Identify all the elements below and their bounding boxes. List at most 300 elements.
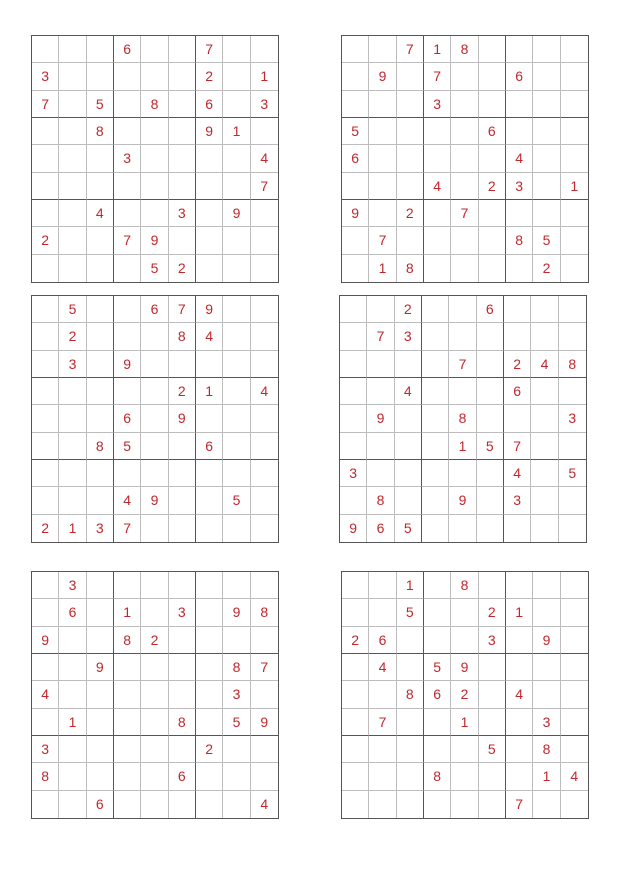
empty-cell[interactable]: [196, 487, 223, 514]
empty-cell[interactable]: [422, 433, 449, 460]
given-digit-cell[interactable]: 6: [424, 681, 451, 708]
empty-cell[interactable]: [561, 709, 588, 736]
empty-cell[interactable]: [32, 351, 59, 378]
empty-cell[interactable]: [340, 351, 367, 378]
empty-cell[interactable]: [424, 118, 451, 145]
given-digit-cell[interactable]: 8: [169, 323, 196, 350]
given-digit-cell[interactable]: 4: [504, 460, 531, 487]
given-digit-cell[interactable]: 9: [340, 515, 367, 542]
empty-cell[interactable]: [451, 63, 478, 90]
given-digit-cell[interactable]: 3: [559, 405, 586, 432]
empty-cell[interactable]: [395, 487, 422, 514]
empty-cell[interactable]: [169, 145, 196, 172]
empty-cell[interactable]: [342, 763, 369, 790]
empty-cell[interactable]: [87, 323, 114, 350]
empty-cell[interactable]: [114, 572, 141, 599]
given-digit-cell[interactable]: 2: [32, 515, 59, 542]
given-digit-cell[interactable]: 5: [59, 296, 86, 323]
given-digit-cell[interactable]: 3: [340, 460, 367, 487]
empty-cell[interactable]: [223, 351, 250, 378]
given-digit-cell[interactable]: 5: [533, 227, 560, 254]
empty-cell[interactable]: [477, 323, 504, 350]
empty-cell[interactable]: [504, 405, 531, 432]
given-digit-cell[interactable]: 9: [449, 487, 476, 514]
empty-cell[interactable]: [533, 63, 560, 90]
given-digit-cell[interactable]: 1: [424, 36, 451, 63]
given-digit-cell[interactable]: 2: [479, 173, 506, 200]
given-digit-cell[interactable]: 2: [32, 227, 59, 254]
empty-cell[interactable]: [32, 36, 59, 63]
empty-cell[interactable]: [141, 118, 168, 145]
empty-cell[interactable]: [87, 255, 114, 282]
given-digit-cell[interactable]: 6: [196, 91, 223, 118]
given-digit-cell[interactable]: 6: [196, 433, 223, 460]
empty-cell[interactable]: [561, 654, 588, 681]
given-digit-cell[interactable]: 8: [451, 572, 478, 599]
given-digit-cell[interactable]: 3: [87, 515, 114, 542]
empty-cell[interactable]: [251, 763, 278, 790]
empty-cell[interactable]: [114, 296, 141, 323]
empty-cell[interactable]: [114, 173, 141, 200]
empty-cell[interactable]: [342, 227, 369, 254]
empty-cell[interactable]: [506, 736, 533, 763]
empty-cell[interactable]: [32, 118, 59, 145]
empty-cell[interactable]: [367, 378, 394, 405]
empty-cell[interactable]: [424, 791, 451, 818]
given-digit-cell[interactable]: 8: [424, 763, 451, 790]
empty-cell[interactable]: [424, 599, 451, 626]
empty-cell[interactable]: [506, 709, 533, 736]
empty-cell[interactable]: [479, 791, 506, 818]
empty-cell[interactable]: [32, 433, 59, 460]
empty-cell[interactable]: [32, 487, 59, 514]
empty-cell[interactable]: [32, 200, 59, 227]
empty-cell[interactable]: [451, 145, 478, 172]
empty-cell[interactable]: [223, 323, 250, 350]
empty-cell[interactable]: [342, 36, 369, 63]
empty-cell[interactable]: [451, 173, 478, 200]
empty-cell[interactable]: [424, 255, 451, 282]
empty-cell[interactable]: [422, 351, 449, 378]
given-digit-cell[interactable]: 8: [367, 487, 394, 514]
empty-cell[interactable]: [169, 63, 196, 90]
empty-cell[interactable]: [561, 118, 588, 145]
given-digit-cell[interactable]: 8: [141, 91, 168, 118]
empty-cell[interactable]: [504, 515, 531, 542]
empty-cell[interactable]: [342, 681, 369, 708]
given-digit-cell[interactable]: 3: [504, 487, 531, 514]
empty-cell[interactable]: [340, 433, 367, 460]
empty-cell[interactable]: [59, 118, 86, 145]
empty-cell[interactable]: [506, 572, 533, 599]
empty-cell[interactable]: [531, 378, 558, 405]
empty-cell[interactable]: [424, 200, 451, 227]
empty-cell[interactable]: [32, 323, 59, 350]
empty-cell[interactable]: [533, 654, 560, 681]
empty-cell[interactable]: [533, 681, 560, 708]
given-digit-cell[interactable]: 9: [32, 627, 59, 654]
empty-cell[interactable]: [342, 709, 369, 736]
empty-cell[interactable]: [561, 227, 588, 254]
empty-cell[interactable]: [367, 351, 394, 378]
empty-cell[interactable]: [561, 599, 588, 626]
empty-cell[interactable]: [531, 296, 558, 323]
empty-cell[interactable]: [223, 791, 250, 818]
empty-cell[interactable]: [561, 791, 588, 818]
empty-cell[interactable]: [395, 351, 422, 378]
given-digit-cell[interactable]: 7: [424, 63, 451, 90]
empty-cell[interactable]: [223, 36, 250, 63]
empty-cell[interactable]: [251, 515, 278, 542]
empty-cell[interactable]: [141, 173, 168, 200]
empty-cell[interactable]: [223, 173, 250, 200]
given-digit-cell[interactable]: 7: [451, 200, 478, 227]
empty-cell[interactable]: [397, 654, 424, 681]
empty-cell[interactable]: [87, 173, 114, 200]
empty-cell[interactable]: [169, 736, 196, 763]
empty-cell[interactable]: [397, 227, 424, 254]
empty-cell[interactable]: [87, 681, 114, 708]
empty-cell[interactable]: [397, 736, 424, 763]
empty-cell[interactable]: [114, 763, 141, 790]
empty-cell[interactable]: [32, 173, 59, 200]
empty-cell[interactable]: [342, 599, 369, 626]
given-digit-cell[interactable]: 8: [397, 681, 424, 708]
given-digit-cell[interactable]: 1: [533, 763, 560, 790]
given-digit-cell[interactable]: 7: [369, 227, 396, 254]
given-digit-cell[interactable]: 3: [533, 709, 560, 736]
empty-cell[interactable]: [561, 736, 588, 763]
empty-cell[interactable]: [397, 709, 424, 736]
given-digit-cell[interactable]: 7: [397, 36, 424, 63]
given-digit-cell[interactable]: 9: [141, 487, 168, 514]
empty-cell[interactable]: [59, 460, 86, 487]
given-digit-cell[interactable]: 3: [479, 627, 506, 654]
empty-cell[interactable]: [32, 460, 59, 487]
given-digit-cell[interactable]: 8: [87, 118, 114, 145]
empty-cell[interactable]: [479, 572, 506, 599]
empty-cell[interactable]: [114, 460, 141, 487]
given-digit-cell[interactable]: 9: [342, 200, 369, 227]
given-digit-cell[interactable]: 4: [196, 323, 223, 350]
empty-cell[interactable]: [451, 255, 478, 282]
given-digit-cell[interactable]: 5: [223, 487, 250, 514]
empty-cell[interactable]: [141, 351, 168, 378]
given-digit-cell[interactable]: 9: [169, 405, 196, 432]
given-digit-cell[interactable]: 2: [451, 681, 478, 708]
given-digit-cell[interactable]: 5: [397, 599, 424, 626]
empty-cell[interactable]: [506, 255, 533, 282]
empty-cell[interactable]: [87, 351, 114, 378]
given-digit-cell[interactable]: 5: [559, 460, 586, 487]
given-digit-cell[interactable]: 6: [506, 63, 533, 90]
empty-cell[interactable]: [32, 145, 59, 172]
given-digit-cell[interactable]: 7: [504, 433, 531, 460]
empty-cell[interactable]: [340, 296, 367, 323]
empty-cell[interactable]: [32, 405, 59, 432]
empty-cell[interactable]: [340, 323, 367, 350]
empty-cell[interactable]: [342, 63, 369, 90]
empty-cell[interactable]: [223, 63, 250, 90]
given-digit-cell[interactable]: 6: [369, 627, 396, 654]
given-digit-cell[interactable]: 6: [87, 791, 114, 818]
empty-cell[interactable]: [559, 378, 586, 405]
empty-cell[interactable]: [32, 255, 59, 282]
empty-cell[interactable]: [196, 145, 223, 172]
empty-cell[interactable]: [59, 91, 86, 118]
empty-cell[interactable]: [397, 145, 424, 172]
given-digit-cell[interactable]: 4: [87, 200, 114, 227]
given-digit-cell[interactable]: 3: [251, 91, 278, 118]
given-digit-cell[interactable]: 5: [424, 654, 451, 681]
empty-cell[interactable]: [169, 681, 196, 708]
empty-cell[interactable]: [223, 460, 250, 487]
given-digit-cell[interactable]: 8: [533, 736, 560, 763]
empty-cell[interactable]: [196, 654, 223, 681]
given-digit-cell[interactable]: 9: [251, 709, 278, 736]
empty-cell[interactable]: [533, 572, 560, 599]
given-digit-cell[interactable]: 6: [114, 36, 141, 63]
given-digit-cell[interactable]: 9: [451, 654, 478, 681]
empty-cell[interactable]: [251, 227, 278, 254]
given-digit-cell[interactable]: 6: [479, 118, 506, 145]
given-digit-cell[interactable]: 1: [59, 709, 86, 736]
empty-cell[interactable]: [59, 681, 86, 708]
empty-cell[interactable]: [141, 200, 168, 227]
empty-cell[interactable]: [59, 63, 86, 90]
empty-cell[interactable]: [369, 791, 396, 818]
empty-cell[interactable]: [531, 487, 558, 514]
given-digit-cell[interactable]: 6: [367, 515, 394, 542]
empty-cell[interactable]: [141, 433, 168, 460]
empty-cell[interactable]: [59, 627, 86, 654]
empty-cell[interactable]: [424, 709, 451, 736]
empty-cell[interactable]: [506, 118, 533, 145]
given-digit-cell[interactable]: 3: [32, 736, 59, 763]
empty-cell[interactable]: [196, 173, 223, 200]
empty-cell[interactable]: [340, 378, 367, 405]
empty-cell[interactable]: [533, 173, 560, 200]
empty-cell[interactable]: [141, 572, 168, 599]
empty-cell[interactable]: [451, 118, 478, 145]
empty-cell[interactable]: [559, 487, 586, 514]
empty-cell[interactable]: [87, 709, 114, 736]
given-digit-cell[interactable]: 6: [59, 599, 86, 626]
empty-cell[interactable]: [251, 627, 278, 654]
empty-cell[interactable]: [196, 351, 223, 378]
given-digit-cell[interactable]: 5: [479, 736, 506, 763]
empty-cell[interactable]: [114, 681, 141, 708]
empty-cell[interactable]: [397, 791, 424, 818]
given-digit-cell[interactable]: 1: [561, 173, 588, 200]
empty-cell[interactable]: [531, 405, 558, 432]
given-digit-cell[interactable]: 4: [506, 681, 533, 708]
empty-cell[interactable]: [559, 515, 586, 542]
given-digit-cell[interactable]: 7: [506, 791, 533, 818]
empty-cell[interactable]: [479, 145, 506, 172]
given-digit-cell[interactable]: 1: [451, 709, 478, 736]
empty-cell[interactable]: [340, 487, 367, 514]
empty-cell[interactable]: [114, 323, 141, 350]
empty-cell[interactable]: [223, 378, 250, 405]
empty-cell[interactable]: [422, 378, 449, 405]
empty-cell[interactable]: [59, 378, 86, 405]
empty-cell[interactable]: [114, 654, 141, 681]
empty-cell[interactable]: [369, 173, 396, 200]
given-digit-cell[interactable]: 8: [87, 433, 114, 460]
empty-cell[interactable]: [114, 709, 141, 736]
empty-cell[interactable]: [397, 91, 424, 118]
given-digit-cell[interactable]: 5: [477, 433, 504, 460]
empty-cell[interactable]: [449, 460, 476, 487]
given-digit-cell[interactable]: 8: [449, 405, 476, 432]
empty-cell[interactable]: [479, 36, 506, 63]
empty-cell[interactable]: [223, 255, 250, 282]
empty-cell[interactable]: [561, 572, 588, 599]
empty-cell[interactable]: [397, 627, 424, 654]
empty-cell[interactable]: [342, 572, 369, 599]
empty-cell[interactable]: [196, 599, 223, 626]
given-digit-cell[interactable]: 9: [114, 351, 141, 378]
given-digit-cell[interactable]: 9: [223, 200, 250, 227]
empty-cell[interactable]: [422, 296, 449, 323]
empty-cell[interactable]: [59, 200, 86, 227]
empty-cell[interactable]: [531, 515, 558, 542]
empty-cell[interactable]: [169, 572, 196, 599]
given-digit-cell[interactable]: 7: [367, 323, 394, 350]
given-digit-cell[interactable]: 3: [169, 599, 196, 626]
empty-cell[interactable]: [141, 63, 168, 90]
empty-cell[interactable]: [559, 433, 586, 460]
given-digit-cell[interactable]: 9: [367, 405, 394, 432]
empty-cell[interactable]: [531, 323, 558, 350]
empty-cell[interactable]: [422, 405, 449, 432]
empty-cell[interactable]: [87, 405, 114, 432]
empty-cell[interactable]: [32, 378, 59, 405]
given-digit-cell[interactable]: 9: [369, 63, 396, 90]
empty-cell[interactable]: [223, 296, 250, 323]
empty-cell[interactable]: [251, 460, 278, 487]
empty-cell[interactable]: [477, 487, 504, 514]
empty-cell[interactable]: [397, 173, 424, 200]
empty-cell[interactable]: [479, 709, 506, 736]
given-digit-cell[interactable]: 3: [169, 200, 196, 227]
given-digit-cell[interactable]: 3: [424, 91, 451, 118]
empty-cell[interactable]: [369, 145, 396, 172]
given-digit-cell[interactable]: 4: [32, 681, 59, 708]
empty-cell[interactable]: [477, 515, 504, 542]
empty-cell[interactable]: [479, 91, 506, 118]
empty-cell[interactable]: [561, 255, 588, 282]
empty-cell[interactable]: [169, 460, 196, 487]
given-digit-cell[interactable]: 1: [506, 599, 533, 626]
empty-cell[interactable]: [141, 654, 168, 681]
empty-cell[interactable]: [504, 296, 531, 323]
empty-cell[interactable]: [169, 654, 196, 681]
empty-cell[interactable]: [251, 200, 278, 227]
empty-cell[interactable]: [477, 460, 504, 487]
empty-cell[interactable]: [561, 627, 588, 654]
given-digit-cell[interactable]: 9: [141, 227, 168, 254]
given-digit-cell[interactable]: 3: [59, 572, 86, 599]
empty-cell[interactable]: [506, 654, 533, 681]
empty-cell[interactable]: [342, 654, 369, 681]
empty-cell[interactable]: [114, 63, 141, 90]
empty-cell[interactable]: [561, 681, 588, 708]
empty-cell[interactable]: [451, 736, 478, 763]
empty-cell[interactable]: [169, 487, 196, 514]
empty-cell[interactable]: [87, 296, 114, 323]
empty-cell[interactable]: [196, 627, 223, 654]
given-digit-cell[interactable]: 1: [196, 378, 223, 405]
empty-cell[interactable]: [422, 460, 449, 487]
empty-cell[interactable]: [424, 227, 451, 254]
empty-cell[interactable]: [479, 255, 506, 282]
given-digit-cell[interactable]: 3: [506, 173, 533, 200]
given-digit-cell[interactable]: 9: [196, 296, 223, 323]
empty-cell[interactable]: [451, 227, 478, 254]
empty-cell[interactable]: [87, 763, 114, 790]
empty-cell[interactable]: [533, 791, 560, 818]
empty-cell[interactable]: [367, 433, 394, 460]
empty-cell[interactable]: [367, 460, 394, 487]
empty-cell[interactable]: [533, 145, 560, 172]
given-digit-cell[interactable]: 7: [169, 296, 196, 323]
given-digit-cell[interactable]: 2: [196, 63, 223, 90]
given-digit-cell[interactable]: 3: [114, 145, 141, 172]
empty-cell[interactable]: [59, 433, 86, 460]
given-digit-cell[interactable]: 8: [506, 227, 533, 254]
given-digit-cell[interactable]: 1: [397, 572, 424, 599]
empty-cell[interactable]: [422, 323, 449, 350]
empty-cell[interactable]: [449, 515, 476, 542]
empty-cell[interactable]: [141, 515, 168, 542]
empty-cell[interactable]: [397, 763, 424, 790]
empty-cell[interactable]: [369, 763, 396, 790]
empty-cell[interactable]: [87, 36, 114, 63]
empty-cell[interactable]: [504, 323, 531, 350]
empty-cell[interactable]: [196, 200, 223, 227]
empty-cell[interactable]: [561, 36, 588, 63]
given-digit-cell[interactable]: 8: [251, 599, 278, 626]
given-digit-cell[interactable]: 6: [342, 145, 369, 172]
empty-cell[interactable]: [223, 405, 250, 432]
empty-cell[interactable]: [196, 460, 223, 487]
empty-cell[interactable]: [369, 572, 396, 599]
given-digit-cell[interactable]: 8: [559, 351, 586, 378]
empty-cell[interactable]: [196, 709, 223, 736]
given-digit-cell[interactable]: 7: [196, 36, 223, 63]
empty-cell[interactable]: [397, 118, 424, 145]
given-digit-cell[interactable]: 5: [342, 118, 369, 145]
empty-cell[interactable]: [141, 460, 168, 487]
given-digit-cell[interactable]: 5: [87, 91, 114, 118]
given-digit-cell[interactable]: 4: [251, 378, 278, 405]
given-digit-cell[interactable]: 9: [196, 118, 223, 145]
empty-cell[interactable]: [479, 681, 506, 708]
empty-cell[interactable]: [561, 145, 588, 172]
empty-cell[interactable]: [196, 515, 223, 542]
empty-cell[interactable]: [59, 487, 86, 514]
empty-cell[interactable]: [59, 255, 86, 282]
empty-cell[interactable]: [479, 63, 506, 90]
empty-cell[interactable]: [395, 433, 422, 460]
given-digit-cell[interactable]: 8: [169, 709, 196, 736]
given-digit-cell[interactable]: 5: [114, 433, 141, 460]
empty-cell[interactable]: [114, 91, 141, 118]
empty-cell[interactable]: [369, 736, 396, 763]
empty-cell[interactable]: [369, 118, 396, 145]
